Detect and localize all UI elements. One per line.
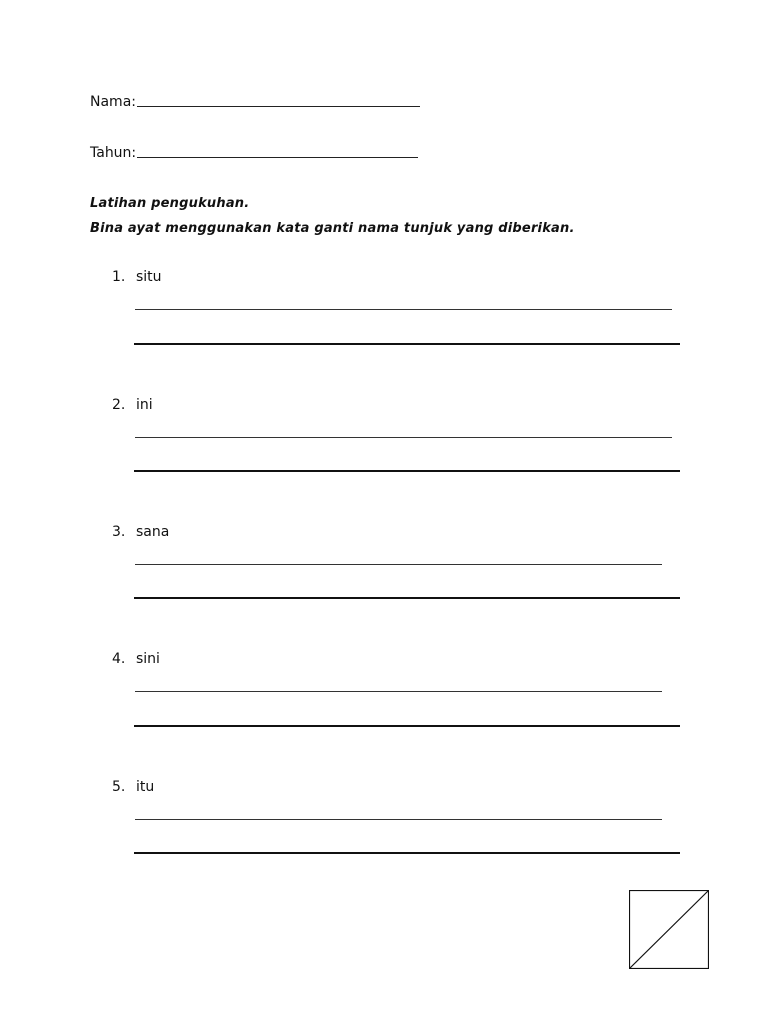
question-word: ini — [136, 397, 153, 413]
name-label: Nama: — [90, 94, 136, 110]
question-item-2 — [112, 397, 153, 413]
question-number: 3. — [112, 524, 126, 540]
exercise-title: Latihan pengukuhan. — [90, 196, 250, 211]
question-item-5 — [112, 779, 154, 795]
question-number: 4. — [112, 651, 126, 667]
year-field — [90, 145, 418, 161]
answer-line-3a[interactable] — [135, 564, 662, 565]
question-word: sini — [136, 651, 160, 667]
question-number: 2. — [112, 397, 126, 413]
year-blank-line[interactable] — [137, 156, 418, 158]
year-label: Tahun: — [90, 145, 137, 161]
answer-line-5a[interactable] — [135, 819, 662, 820]
question-word: situ — [136, 269, 162, 285]
question-item-1 — [112, 269, 162, 285]
answer-line-2b[interactable] — [134, 470, 680, 472]
score-box-diagonal — [630, 891, 709, 969]
name-field — [90, 94, 420, 110]
question-number: 1. — [112, 269, 126, 285]
question-number: 5. — [112, 779, 126, 795]
question-item-3 — [112, 524, 169, 540]
answer-line-1b[interactable] — [134, 343, 680, 345]
answer-line-3b[interactable] — [134, 597, 680, 599]
answer-line-4a[interactable] — [135, 691, 662, 692]
name-blank-line[interactable] — [137, 105, 420, 107]
question-word: sana — [136, 524, 170, 540]
answer-line-5b[interactable] — [134, 852, 680, 854]
answer-line-1a[interactable] — [135, 309, 672, 310]
answer-line-4b[interactable] — [134, 725, 680, 727]
exercise-instruction: Bina ayat menggunakan kata ganti nama tunjuk yang diberikan. — [90, 221, 575, 236]
question-item-4 — [112, 651, 160, 667]
answer-line-2a[interactable] — [135, 437, 672, 438]
question-word: itu — [136, 779, 155, 795]
score-box — [629, 890, 709, 969]
